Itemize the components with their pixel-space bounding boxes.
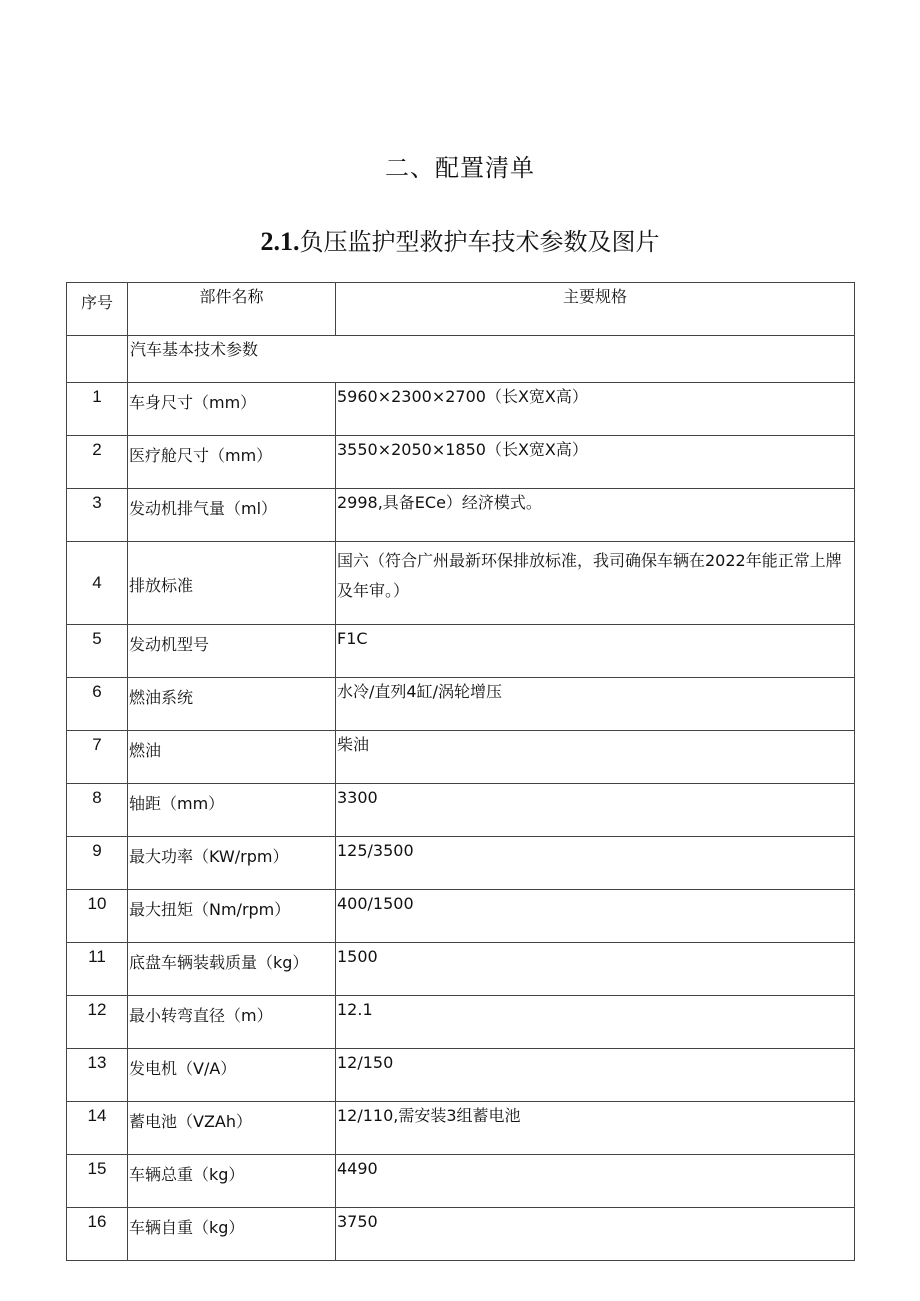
row-spec: 125/3500 xyxy=(336,837,855,890)
row-part-name: 发动机型号 xyxy=(128,625,336,678)
table-row xyxy=(67,489,855,542)
row-part-name: 最小转弯直径（m） xyxy=(128,996,336,1049)
section-title: 二、配置清单 xyxy=(385,154,535,182)
row-number: 15 xyxy=(67,1155,128,1208)
row-spec: 12/150 xyxy=(336,1049,855,1102)
table-row xyxy=(67,996,855,1049)
row-spec: 2998,具备ECe）经济模式。 xyxy=(336,489,855,542)
table-row xyxy=(67,542,855,625)
table-row xyxy=(67,1208,855,1261)
row-number: 16 xyxy=(67,1208,128,1261)
row-part-name: 燃油系统 xyxy=(128,678,336,731)
table-row xyxy=(67,784,855,837)
row-part-name: 燃油 xyxy=(128,731,336,784)
row-spec: 12.1 xyxy=(336,996,855,1049)
row-part-name: 最大功率（KW/rpm） xyxy=(128,837,336,890)
row-spec: 3550×2050×1850（长X宽X高） xyxy=(336,436,855,489)
table-row xyxy=(67,731,855,784)
row-part-name: 发动机排气量（ml） xyxy=(128,489,336,542)
group-label: 汽车基本技术参数 xyxy=(128,336,855,383)
table-row xyxy=(67,1049,855,1102)
row-number: 12 xyxy=(67,996,128,1049)
row-spec: 柴油 xyxy=(336,731,855,784)
row-spec: 国六（符合广州最新环保排放标准，我司确保车辆在2022年能正常上牌及年审。） xyxy=(336,542,855,625)
table-row xyxy=(67,837,855,890)
row-part-name: 轴距（mm） xyxy=(128,784,336,837)
row-spec: 3750 xyxy=(336,1208,855,1261)
row-spec: 1500 xyxy=(336,943,855,996)
table-row xyxy=(67,1155,855,1208)
row-number: 9 xyxy=(67,837,128,890)
group-empty-cell xyxy=(67,336,128,383)
row-spec: 5960×2300×2700（长X宽X高） xyxy=(336,383,855,436)
row-number: 10 xyxy=(67,890,128,943)
group-row xyxy=(67,336,855,383)
row-part-name: 蓄电池（VZAh） xyxy=(128,1102,336,1155)
row-part-name: 车辆自重（kg） xyxy=(128,1208,336,1261)
table-row xyxy=(67,383,855,436)
row-number: 5 xyxy=(67,625,128,678)
row-spec: F1C xyxy=(336,625,855,678)
row-number: 4 xyxy=(67,542,128,625)
row-spec: 3300 xyxy=(336,784,855,837)
table-row xyxy=(67,678,855,731)
row-number: 2 xyxy=(67,436,128,489)
sub-title-text: 负压监护型救护车技术参数及图片 xyxy=(299,228,660,256)
row-number: 6 xyxy=(67,678,128,731)
row-number: 13 xyxy=(67,1049,128,1102)
header-no: 序号 xyxy=(67,283,128,336)
row-number: 1 xyxy=(67,383,128,436)
row-number: 11 xyxy=(67,943,128,996)
row-number: 7 xyxy=(67,731,128,784)
row-part-name: 车辆总重（kg） xyxy=(128,1155,336,1208)
table-row xyxy=(67,436,855,489)
header-spec: 主要规格 xyxy=(336,283,855,336)
row-number: 14 xyxy=(67,1102,128,1155)
row-spec: 12/110,需安装3组蓄电池 xyxy=(336,1102,855,1155)
row-part-name: 排放标准 xyxy=(128,542,336,625)
header-name: 部件名称 xyxy=(128,283,336,336)
row-spec: 水冷/直列4缸/涡轮增压 xyxy=(336,678,855,731)
table-header-row xyxy=(67,283,855,336)
row-part-name: 车身尺寸（mm） xyxy=(128,383,336,436)
row-number: 3 xyxy=(67,489,128,542)
row-spec: 400/1500 xyxy=(336,890,855,943)
row-part-name: 最大扭矩（Nm/rpm） xyxy=(128,890,336,943)
spec-table xyxy=(66,282,855,1261)
table-row xyxy=(67,943,855,996)
row-part-name: 发电机（V/A） xyxy=(128,1049,336,1102)
row-spec: 4490 xyxy=(336,1155,855,1208)
row-part-name: 医疗舱尺寸（mm） xyxy=(128,436,336,489)
sub-title-number: 2.1. xyxy=(260,227,300,256)
table-row xyxy=(67,625,855,678)
row-number: 8 xyxy=(67,784,128,837)
row-part-name: 底盘车辆装载质量（kg） xyxy=(128,943,336,996)
sub-title xyxy=(0,222,920,257)
table-row xyxy=(67,890,855,943)
table-row xyxy=(67,1102,855,1155)
